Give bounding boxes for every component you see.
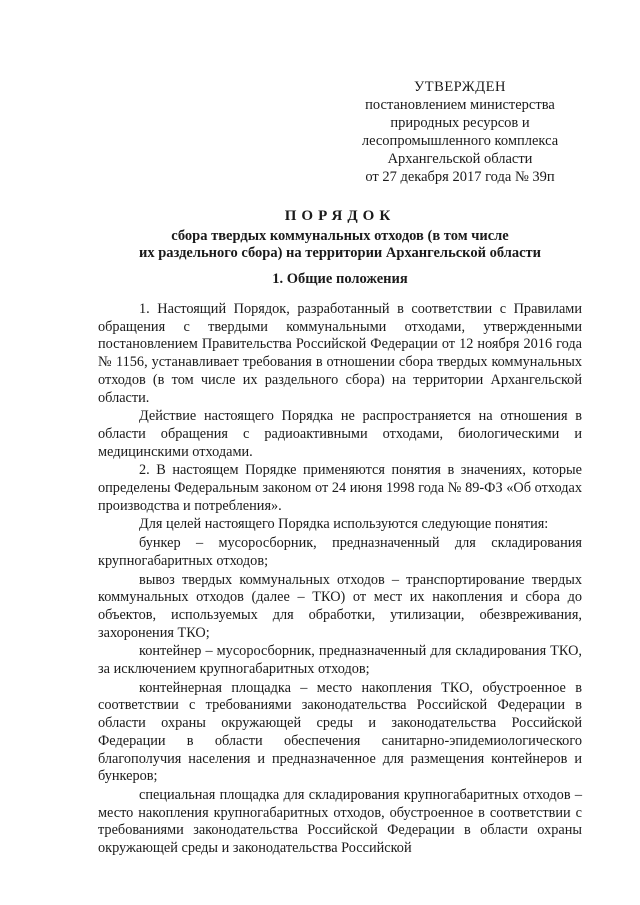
paragraph: Для целей настоящего Порядка используются следующие понятия: (139, 516, 549, 533)
paragraph: вывоз твердых коммунальных отходов – транспортирование твердых коммунальных отходов (далее – ТКО) от мест их накопления и сбора до объектов, используемых для обработки, утилизации, обезвреживания, захоронения ТКО; (98, 571, 582, 641)
paragraph: Действие настоящего Порядка не распространяется на отношения в области обращения с радиоактивными отходами, биологическими и медицинскими отходами. (98, 408, 582, 460)
paragraph: 2. В настоящем Порядке применяются понятия в значениях, которые определены Федеральным законом от 24 июня 1998 года № 89-ФЗ «Об отходах производства и потребления». (98, 462, 582, 514)
document-subtitle-line-1: сбора твердых коммунальных отходов (в том числе (171, 228, 509, 244)
paragraph: специальная площадка для складирования крупногабаритных отходов – место накопления крупногабаритных отходов, обустроенное в соответствии с требованиями законодательства Российской Федерации в области охраны окружающей среды и законодательства Российской (98, 786, 582, 857)
approval-stamp (340, 78, 580, 186)
document-subtitle-line-2: их раздельного сбора) на территории Архангельской области (138, 245, 542, 261)
document-title: ПОРЯДОК (284, 208, 396, 224)
approval-heading: УТВЕРЖДЕН (414, 79, 506, 95)
approval-line-4: Архангельской области (387, 151, 533, 167)
approval-line-3: лесопромышленного комплекса (361, 133, 559, 149)
approval-line-5: от 27 декабря 2017 года № 39п (365, 169, 555, 185)
approval-line-2: природных ресурсов и (390, 115, 530, 131)
section-heading: 1. Общие положения (272, 271, 408, 287)
document-title-block (100, 208, 580, 262)
paragraph: 1. Настоящий Порядок, разработанный в соответствии с Правилами обращения с твердыми коммунальными отходами, утвержденными постановлением Правительства Российской Федерации от 12 ноября 2016 года № 1156, устанавливает требования в отношении сбора твердых коммунальных отходов (в том числе их раздельного сбора) на территории Архангельской области. (98, 301, 582, 406)
approval-line-1: постановлением министерства (365, 97, 555, 113)
paragraph: бункер – мусоросборник, предназначенный для складирования крупногабаритных отходов; (98, 535, 582, 569)
paragraph: контейнерная площадка – место накопления ТКО, обустроенное в соответствии с требованиями законодательства Российской Федерации в области охраны окружающей среды и законодательства Российской Федерации в области обеспечения санитарно-эпидемиологического благополучия населения и предназначенное для размещения контейнеров и бункеров; (98, 679, 582, 785)
document-body (98, 301, 582, 859)
paragraph: контейнер – мусоросборник, предназначенный для складирования ТКО, за исключением крупногабаритных отходов; (98, 643, 582, 678)
